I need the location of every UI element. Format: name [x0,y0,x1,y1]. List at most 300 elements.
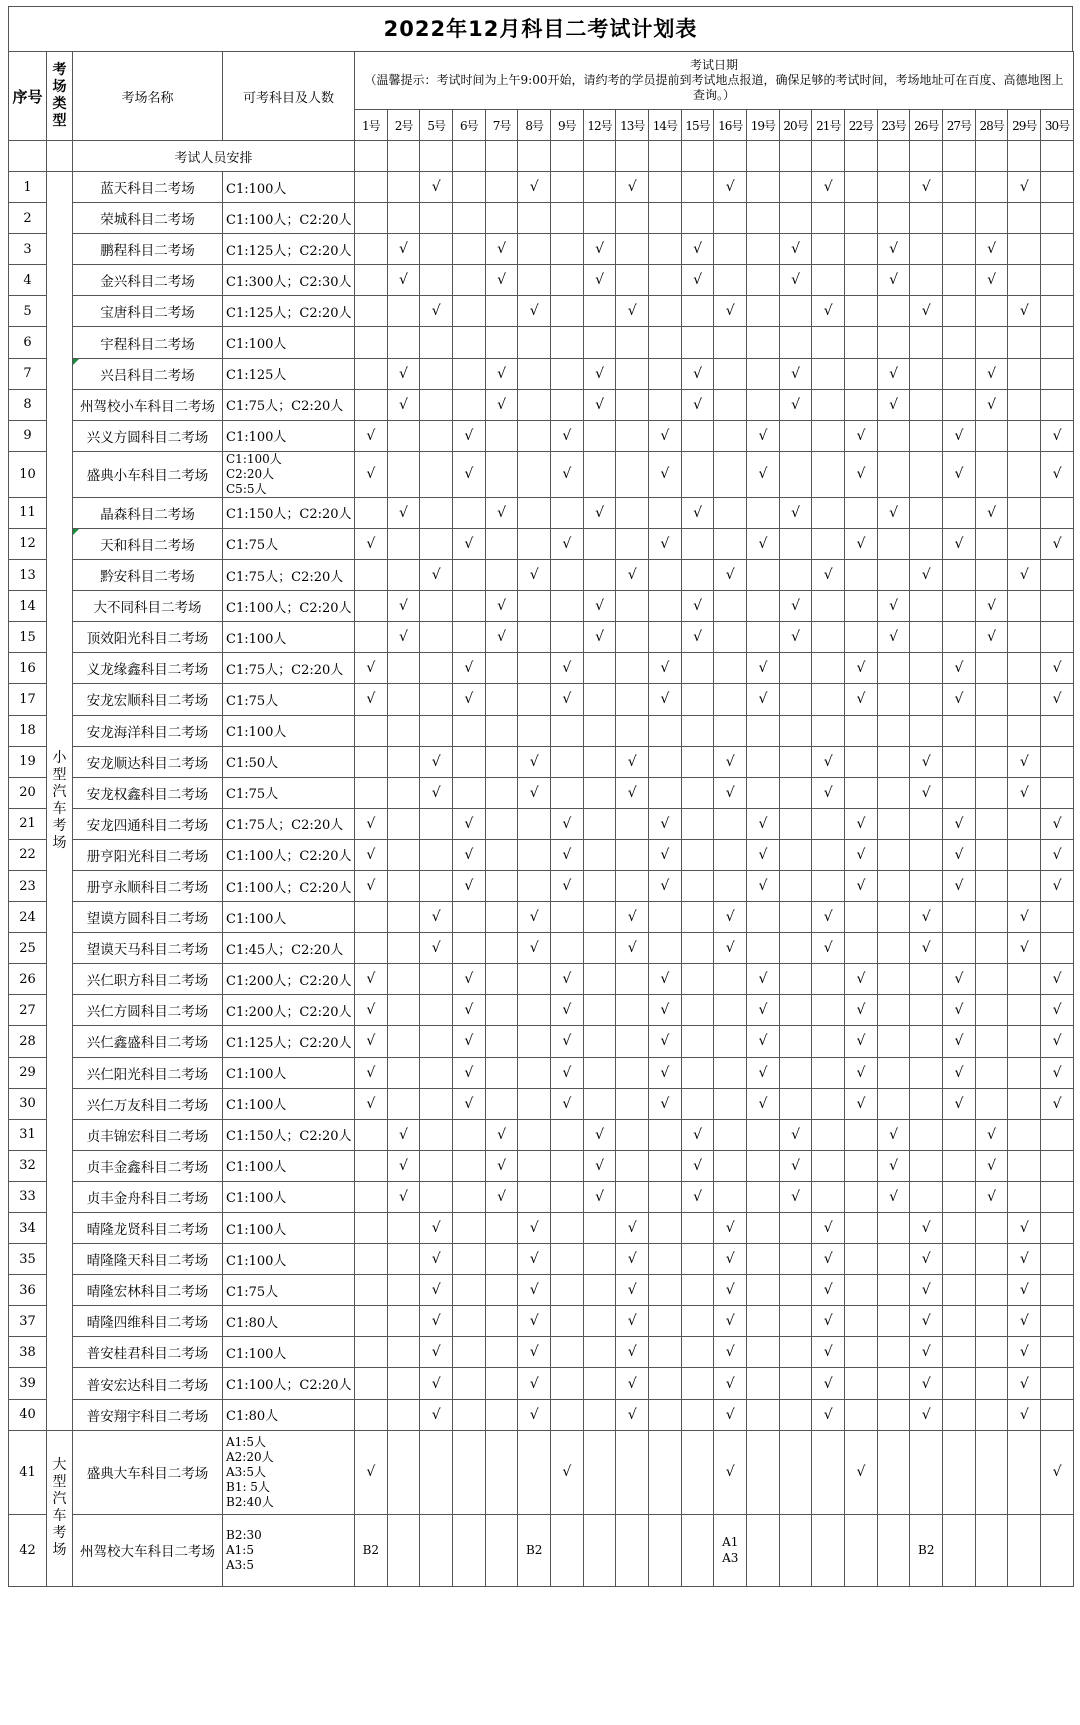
empty-cell [551,203,584,234]
exam-mark: √ [518,1213,551,1244]
empty-cell [616,1514,649,1586]
empty-cell [910,1088,943,1119]
row-index: 33 [9,1181,47,1212]
exam-mark: √ [649,1088,682,1119]
table-row [9,265,1074,296]
exam-mark: √ [747,1088,780,1119]
table-row [9,1119,1074,1150]
day-header: 9号 [551,110,584,141]
row-index: 35 [9,1244,47,1275]
empty-cell [877,684,910,715]
empty-cell [681,451,714,497]
empty-cell [485,1275,518,1306]
empty-cell [1041,172,1074,203]
empty-cell [551,715,584,746]
empty-cell [551,1514,584,1586]
empty-cell [975,933,1008,964]
venue-subjects: C1:75人 [223,1275,355,1306]
exam-mark: √ [551,653,584,684]
empty-cell [1008,870,1041,901]
exam-mark: √ [975,265,1008,296]
empty-cell [975,839,1008,870]
empty-cell [387,560,420,591]
empty-cell [943,1430,976,1514]
venue-subjects: C1:80人 [223,1399,355,1430]
exam-mark: √ [747,1026,780,1057]
empty-cell [943,265,976,296]
exam-mark: √ [616,1306,649,1337]
empty-cell [714,839,747,870]
empty-cell [910,1181,943,1212]
empty-cell [583,1399,616,1430]
day-header: 22号 [845,110,878,141]
empty-cell [747,358,780,389]
empty-cell [355,203,388,234]
empty-cell [616,389,649,420]
exam-mark: √ [518,296,551,327]
exam-mark: √ [420,1399,453,1430]
empty-cell [649,1213,682,1244]
empty-cell [551,1368,584,1399]
day-header: 5号 [420,110,453,141]
exam-mark: √ [453,1088,486,1119]
exam-mark: √ [812,560,845,591]
exam-mark: √ [681,622,714,653]
empty-cell [747,777,780,808]
exam-mark: √ [943,1026,976,1057]
empty-cell [551,1181,584,1212]
empty-cell [1041,746,1074,777]
table-row [9,777,1074,808]
empty-cell [649,1514,682,1586]
exam-mark: √ [616,1244,649,1275]
empty-cell [975,420,1008,451]
exam-mark: √ [485,1119,518,1150]
empty-cell [681,420,714,451]
empty-cell [453,203,486,234]
empty-cell [779,327,812,358]
exam-mark: √ [518,1275,551,1306]
empty-cell [1008,1119,1041,1150]
empty-cell [845,1514,878,1586]
exam-mark: √ [845,870,878,901]
row-index: 37 [9,1306,47,1337]
exam-mark: √ [845,684,878,715]
exam-mark: √ [910,933,943,964]
empty-cell [551,497,584,528]
empty-cell [518,1181,551,1212]
empty-cell [975,528,1008,559]
exam-mark: √ [420,1275,453,1306]
empty-cell [649,1275,682,1306]
empty-cell [681,964,714,995]
empty-cell [583,560,616,591]
empty-cell [779,1306,812,1337]
empty-cell [1041,389,1074,420]
empty-cell [485,902,518,933]
empty-cell [877,1026,910,1057]
exam-mark: √ [1008,296,1041,327]
empty-cell [387,808,420,839]
empty-cell [747,1275,780,1306]
empty-cell [453,1306,486,1337]
venue-name: 义龙缘鑫科目二考场 [73,653,223,684]
row-index: 11 [9,497,47,528]
empty-cell [975,1430,1008,1514]
exam-mark: √ [845,1088,878,1119]
empty-cell [1008,203,1041,234]
empty-cell [387,684,420,715]
empty-cell [649,1368,682,1399]
exam-mark: √ [845,420,878,451]
exam-mark: √ [1008,1306,1041,1337]
venue-subjects: C1:100人 [223,1337,355,1368]
exam-mark: √ [387,265,420,296]
exam-mark: √ [943,684,976,715]
table-row [9,1057,1074,1088]
venue-subjects: C1:100人 [223,1244,355,1275]
empty-cell [420,389,453,420]
exam-mark: √ [681,1181,714,1212]
empty-cell [551,933,584,964]
empty-cell [387,1368,420,1399]
empty-cell [975,1337,1008,1368]
empty-cell [714,528,747,559]
empty-cell [518,420,551,451]
empty-cell [779,995,812,1026]
empty-cell [518,715,551,746]
row-index: 39 [9,1368,47,1399]
venue-name: 宇程科目二考场 [73,327,223,358]
empty-cell [812,265,845,296]
empty-cell [910,995,943,1026]
empty-cell [518,839,551,870]
exam-mark: √ [910,746,943,777]
exam-mark: √ [485,234,518,265]
venue-name: 晴隆龙贤科目二考场 [73,1213,223,1244]
exam-mark: √ [583,622,616,653]
empty-cell [779,933,812,964]
empty-cell [943,1213,976,1244]
row-index: 38 [9,1337,47,1368]
empty-cell [355,172,388,203]
empty-cell [943,1399,976,1430]
empty-cell [649,1244,682,1275]
exam-mark: √ [485,497,518,528]
empty-cell [779,1244,812,1275]
empty-cell [681,1213,714,1244]
row-index: 5 [9,296,47,327]
exam-mark: √ [1041,964,1074,995]
empty-cell [845,497,878,528]
exam-mark: √ [779,358,812,389]
empty-cell [420,358,453,389]
exam-mark: √ [583,358,616,389]
empty-cell [583,870,616,901]
empty-cell [910,327,943,358]
table-row [9,1275,1074,1306]
empty-cell [649,234,682,265]
exam-mark: √ [910,560,943,591]
empty-cell [747,715,780,746]
empty-cell [812,1119,845,1150]
empty-cell [779,1430,812,1514]
empty-cell [518,497,551,528]
empty-cell [420,1514,453,1586]
empty-cell [649,902,682,933]
empty-cell [355,389,388,420]
empty-cell [877,1244,910,1275]
empty-cell [910,591,943,622]
exam-mark: √ [551,964,584,995]
empty-cell [714,715,747,746]
empty-cell [420,964,453,995]
table-row [9,1213,1074,1244]
empty-cell [453,560,486,591]
empty-cell [812,451,845,497]
exam-mark: √ [551,1088,584,1119]
empty-cell [551,1399,584,1430]
empty-cell [420,715,453,746]
empty-cell [779,1275,812,1306]
empty-cell [747,265,780,296]
empty-cell [910,203,943,234]
exam-mark: √ [975,1181,1008,1212]
empty-cell [387,933,420,964]
exam-mark: √ [616,1368,649,1399]
exam-mark: √ [420,1337,453,1368]
empty-cell [943,777,976,808]
empty-cell [779,172,812,203]
exam-mark: √ [649,995,682,1026]
exam-mark: √ [714,1213,747,1244]
empty-cell [583,1213,616,1244]
exam-mark: √ [1008,1213,1041,1244]
empty-cell [845,777,878,808]
empty-cell [747,389,780,420]
venue-name: 安龙权鑫科目二考场 [73,777,223,808]
exam-mark: √ [355,528,388,559]
exam-mark: √ [910,1337,943,1368]
empty-cell [1008,1150,1041,1181]
empty-cell [779,808,812,839]
empty-cell [845,172,878,203]
empty-cell [583,839,616,870]
empty-cell [387,327,420,358]
exam-mark: √ [779,1181,812,1212]
venue-subjects: C1:125人；C2:20人 [223,1026,355,1057]
exam-mark: √ [649,528,682,559]
empty-cell [845,933,878,964]
blank-cell [9,141,47,172]
empty-cell [877,964,910,995]
empty-cell [714,653,747,684]
empty-cell [747,1337,780,1368]
blank-cell [453,141,486,172]
exam-mark: √ [812,902,845,933]
empty-cell [943,933,976,964]
empty-cell [420,1150,453,1181]
empty-cell [453,296,486,327]
exam-mark: √ [714,1306,747,1337]
exam-schedule-table [8,51,1074,1587]
empty-cell [681,715,714,746]
empty-cell [518,1057,551,1088]
empty-cell [583,1275,616,1306]
venue-subjects: C1:75人；C2:20人 [223,808,355,839]
empty-cell [1008,528,1041,559]
empty-cell [583,1337,616,1368]
empty-cell [877,746,910,777]
empty-cell [485,964,518,995]
exam-mark: √ [453,684,486,715]
exam-mark: √ [387,234,420,265]
empty-cell [387,715,420,746]
empty-cell [845,327,878,358]
empty-cell [910,234,943,265]
empty-cell [551,591,584,622]
empty-cell [485,560,518,591]
empty-cell [877,1275,910,1306]
exam-mark: √ [1041,1057,1074,1088]
venue-name: 安龙海洋科目二考场 [73,715,223,746]
empty-cell [518,234,551,265]
empty-cell [1041,497,1074,528]
empty-cell [453,358,486,389]
table-row [9,1430,1074,1514]
exam-mark: √ [1008,560,1041,591]
row-index: 4 [9,265,47,296]
empty-cell [616,1150,649,1181]
empty-cell [812,995,845,1026]
venue-name: 册亨永顺科目二考场 [73,870,223,901]
exam-mark: √ [877,1119,910,1150]
empty-cell [845,746,878,777]
venue-name: 州驾校大车科目二考场 [73,1514,223,1586]
empty-cell [910,1430,943,1514]
exam-mark: √ [551,684,584,715]
row-index: 42 [9,1514,47,1586]
blank-cell [812,141,845,172]
empty-cell [1041,1306,1074,1337]
exam-mark: √ [518,1244,551,1275]
blank-cell [1041,141,1074,172]
empty-cell [1041,591,1074,622]
table-row [9,622,1074,653]
exam-mark: B2 [355,1514,388,1586]
exam-mark: √ [681,1119,714,1150]
empty-cell [747,203,780,234]
empty-cell [387,870,420,901]
empty-cell [355,234,388,265]
date-note: （温馨提示：考试时间为上午9:00开始，请约考的学员提前到考试地点报道，确保足够的考试时间，考场地址可在百度、高德地图上查询。） [364,73,1064,102]
exam-mark: √ [779,1119,812,1150]
table-row [9,1088,1074,1119]
day-header: 12号 [583,110,616,141]
table-row [9,1514,1074,1586]
exam-mark: √ [518,746,551,777]
empty-cell [681,808,714,839]
exam-mark: √ [1041,1026,1074,1057]
exam-mark: √ [1008,1368,1041,1399]
empty-cell [583,203,616,234]
exam-mark: √ [551,1430,584,1514]
empty-cell [649,933,682,964]
day-header: 6号 [453,110,486,141]
empty-cell [453,715,486,746]
exam-mark: √ [747,1057,780,1088]
exam-mark: √ [845,653,878,684]
empty-cell [910,420,943,451]
exam-mark: √ [779,389,812,420]
row-index: 28 [9,1026,47,1057]
empty-cell [943,1368,976,1399]
empty-cell [453,1181,486,1212]
exam-mark: √ [714,777,747,808]
row-index: 25 [9,933,47,964]
date-title: 考试日期 [690,58,739,72]
exam-mark: √ [518,777,551,808]
empty-cell [943,1119,976,1150]
empty-cell [845,715,878,746]
empty-cell [779,746,812,777]
empty-cell [1008,995,1041,1026]
empty-cell [485,1399,518,1430]
empty-cell [485,870,518,901]
exam-mark: √ [453,1026,486,1057]
empty-cell [616,995,649,1026]
empty-cell [975,1275,1008,1306]
empty-cell [681,528,714,559]
empty-cell [420,1430,453,1514]
empty-cell [714,870,747,901]
exam-mark: √ [747,420,780,451]
empty-cell [387,528,420,559]
exam-mark: √ [518,1368,551,1399]
empty-cell [910,1026,943,1057]
empty-cell [779,684,812,715]
exam-mark: √ [616,172,649,203]
empty-cell [845,902,878,933]
empty-cell [583,420,616,451]
venue-subjects: C1:100人 [223,1213,355,1244]
empty-cell [1008,389,1041,420]
empty-cell [1008,1026,1041,1057]
exam-mark: B2 [518,1514,551,1586]
empty-cell [681,172,714,203]
empty-cell [1008,591,1041,622]
empty-cell [485,746,518,777]
empty-cell [812,1026,845,1057]
empty-cell [518,265,551,296]
empty-cell [616,591,649,622]
exam-mark: √ [551,420,584,451]
day-header: 1号 [355,110,388,141]
exam-mark: √ [681,234,714,265]
blank-cell [649,141,682,172]
empty-cell [616,451,649,497]
exam-mark: √ [779,265,812,296]
exam-mark: √ [845,1026,878,1057]
empty-cell [975,327,1008,358]
day-header: 7号 [485,110,518,141]
exam-mark: √ [649,870,682,901]
blank-cell [616,141,649,172]
exam-mark: √ [485,591,518,622]
empty-cell [616,622,649,653]
empty-cell [420,653,453,684]
empty-cell [779,560,812,591]
